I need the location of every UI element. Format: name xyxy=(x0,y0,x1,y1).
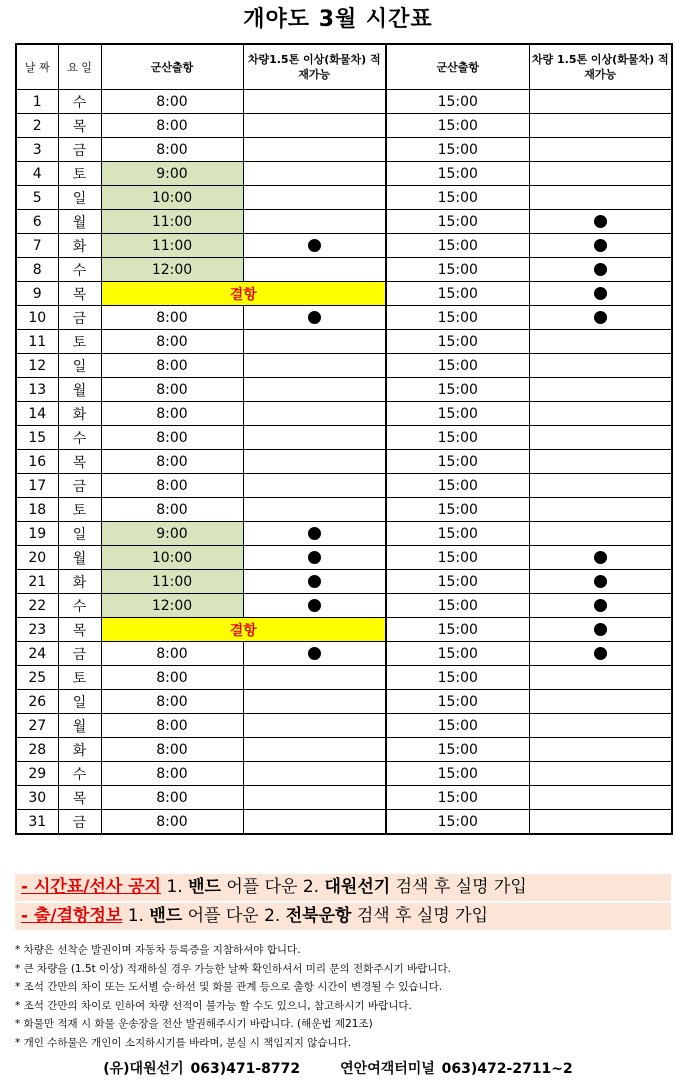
afternoon-departure-cell: 15:00 xyxy=(386,618,529,642)
afternoon-vehicle-cell xyxy=(529,90,672,114)
afternoon-departure-cell: 15:00 xyxy=(386,474,529,498)
afternoon-vehicle-cell xyxy=(529,738,672,762)
afternoon-vehicle-cell xyxy=(529,546,672,570)
afternoon-departure-cell: 15:00 xyxy=(386,282,529,306)
date-cell: 1 xyxy=(16,90,58,114)
table-row xyxy=(16,210,672,234)
date-cell: 25 xyxy=(16,666,58,690)
weekday-cell: 목 xyxy=(58,114,101,138)
afternoon-vehicle-cell xyxy=(529,642,672,666)
vehicle-available-dot-icon xyxy=(308,575,321,588)
weekday-cell: 월 xyxy=(58,378,101,402)
vehicle-available-dot-icon xyxy=(594,287,607,300)
header-vehicle-afternoon: 차량 1.5톤 이상(화물차) 적재가능 xyxy=(529,44,672,90)
weekday-cell: 금 xyxy=(58,810,101,835)
date-cell: 8 xyxy=(16,258,58,282)
cancel-cell: 결항 xyxy=(101,282,386,306)
date-cell: 20 xyxy=(16,546,58,570)
table-row xyxy=(16,450,672,474)
morning-departure-cell: 10:00 xyxy=(101,546,243,570)
date-cell: 23 xyxy=(16,618,58,642)
date-cell: 29 xyxy=(16,762,58,786)
afternoon-vehicle-cell xyxy=(529,450,672,474)
morning-vehicle-cell xyxy=(243,258,386,282)
morning-departure-cell: 9:00 xyxy=(101,522,243,546)
table-row xyxy=(16,474,672,498)
morning-departure-cell: 8:00 xyxy=(101,426,243,450)
morning-departure-cell: 12:00 xyxy=(101,258,243,282)
notice-schedule-keyword: 대원선기 xyxy=(324,877,391,897)
date-cell: 13 xyxy=(16,378,58,402)
afternoon-vehicle-cell xyxy=(529,522,672,546)
morning-vehicle-cell xyxy=(243,546,386,570)
morning-departure-cell: 8:00 xyxy=(101,354,243,378)
afternoon-vehicle-cell xyxy=(529,810,672,835)
header-vehicle-morning: 차량1.5톤 이상(화물차) 적재가능 xyxy=(243,44,386,90)
morning-vehicle-cell xyxy=(243,690,386,714)
morning-departure-cell: 8:00 xyxy=(101,138,243,162)
notice-operation-step1: 1. xyxy=(122,906,150,926)
table-row xyxy=(16,138,672,162)
morning-vehicle-cell xyxy=(243,138,386,162)
afternoon-departure-cell: 15:00 xyxy=(386,594,529,618)
afternoon-vehicle-cell xyxy=(529,594,672,618)
table-row xyxy=(16,114,672,138)
vehicle-available-dot-icon xyxy=(308,527,321,540)
weekday-cell: 목 xyxy=(58,450,101,474)
morning-departure-cell: 8:00 xyxy=(101,450,243,474)
morning-vehicle-cell xyxy=(243,210,386,234)
afternoon-vehicle-cell xyxy=(529,786,672,810)
morning-vehicle-cell xyxy=(243,666,386,690)
vehicle-available-dot-icon xyxy=(594,551,607,564)
morning-vehicle-cell xyxy=(243,234,386,258)
morning-vehicle-cell xyxy=(243,594,386,618)
contact-footer xyxy=(0,1058,676,1078)
date-cell: 10 xyxy=(16,306,58,330)
weekday-cell: 목 xyxy=(58,282,101,306)
morning-departure-cell: 8:00 xyxy=(101,498,243,522)
weekday-cell: 금 xyxy=(58,474,101,498)
terminal-contact: 연안여객터미널 063)472-2711~2 xyxy=(340,1061,573,1077)
afternoon-vehicle-cell xyxy=(529,234,672,258)
weekday-cell: 월 xyxy=(58,546,101,570)
morning-departure-cell: 8:00 xyxy=(101,666,243,690)
date-cell: 19 xyxy=(16,522,58,546)
afternoon-departure-cell: 15:00 xyxy=(386,114,529,138)
morning-vehicle-cell xyxy=(243,762,386,786)
morning-departure-cell: 8:00 xyxy=(101,306,243,330)
vehicle-available-dot-icon xyxy=(594,647,607,660)
morning-departure-cell: 8:00 xyxy=(101,90,243,114)
morning-departure-cell: 8:00 xyxy=(101,642,243,666)
weekday-cell: 수 xyxy=(58,762,101,786)
weekday-cell: 일 xyxy=(58,186,101,210)
morning-vehicle-cell xyxy=(243,330,386,354)
morning-vehicle-cell xyxy=(243,786,386,810)
weekday-cell: 금 xyxy=(58,642,101,666)
morning-vehicle-cell xyxy=(243,450,386,474)
morning-vehicle-cell xyxy=(243,570,386,594)
afternoon-vehicle-cell xyxy=(529,162,672,186)
vehicle-available-dot-icon xyxy=(594,623,607,636)
morning-departure-cell: 9:00 xyxy=(101,162,243,186)
afternoon-departure-cell: 15:00 xyxy=(386,330,529,354)
date-cell: 7 xyxy=(16,234,58,258)
afternoon-vehicle-cell xyxy=(529,426,672,450)
afternoon-vehicle-cell xyxy=(529,306,672,330)
afternoon-departure-cell: 15:00 xyxy=(386,642,529,666)
table-row xyxy=(16,378,672,402)
weekday-cell: 월 xyxy=(58,210,101,234)
header-date: 날 짜 xyxy=(16,44,58,90)
notice-schedule-step1: 1. xyxy=(161,877,189,897)
afternoon-departure-cell: 15:00 xyxy=(386,426,529,450)
morning-departure-cell: 8:00 xyxy=(101,810,243,835)
afternoon-departure-cell: 15:00 xyxy=(386,138,529,162)
notice-schedule-highlight: - 시간표/선사 공지 xyxy=(21,877,162,897)
vehicle-available-dot-icon xyxy=(594,311,607,324)
date-cell: 21 xyxy=(16,570,58,594)
table-row xyxy=(16,714,672,738)
note-item: * 개인 수하물은 개인이 소지하시기를 바라며, 분실 시 책임지지 않습니다. xyxy=(15,1036,352,1049)
afternoon-vehicle-cell xyxy=(529,354,672,378)
header-depart-morning: 군산출항 xyxy=(101,44,243,90)
afternoon-vehicle-cell xyxy=(529,570,672,594)
notice-schedule xyxy=(15,874,671,901)
morning-vehicle-cell xyxy=(243,738,386,762)
morning-departure-cell: 8:00 xyxy=(101,738,243,762)
morning-departure-cell: 8:00 xyxy=(101,330,243,354)
weekday-cell: 일 xyxy=(58,522,101,546)
weekday-cell: 목 xyxy=(58,786,101,810)
morning-vehicle-cell xyxy=(243,186,386,210)
afternoon-departure-cell: 15:00 xyxy=(386,690,529,714)
afternoon-departure-cell: 15:00 xyxy=(386,762,529,786)
date-cell: 14 xyxy=(16,402,58,426)
morning-departure-cell: 8:00 xyxy=(101,762,243,786)
weekday-cell: 금 xyxy=(58,138,101,162)
table-row xyxy=(16,594,672,618)
notice-operation-keyword: 전북운항 xyxy=(285,906,352,926)
header-row xyxy=(16,44,672,90)
morning-departure-cell: 8:00 xyxy=(101,786,243,810)
notice-operation-tail: 검색 후 실명 가입 xyxy=(351,906,488,926)
weekday-cell: 토 xyxy=(58,162,101,186)
table-row xyxy=(16,618,672,642)
afternoon-departure-cell: 15:00 xyxy=(386,450,529,474)
vehicle-available-dot-icon xyxy=(594,575,607,588)
weekday-cell: 화 xyxy=(58,738,101,762)
table-row xyxy=(16,498,672,522)
morning-vehicle-cell xyxy=(243,642,386,666)
cancel-cell: 결항 xyxy=(101,618,386,642)
weekday-cell: 수 xyxy=(58,594,101,618)
notice-operation-step2: 어플 다운 2. xyxy=(182,906,286,926)
weekday-cell: 토 xyxy=(58,498,101,522)
afternoon-departure-cell: 15:00 xyxy=(386,90,529,114)
afternoon-departure-cell: 15:00 xyxy=(386,570,529,594)
weekday-cell: 화 xyxy=(58,570,101,594)
date-cell: 2 xyxy=(16,114,58,138)
weekday-cell: 수 xyxy=(58,426,101,450)
table-row xyxy=(16,234,672,258)
afternoon-vehicle-cell xyxy=(529,762,672,786)
company-contact: (유)대원선기 063)471-8772 xyxy=(103,1061,301,1077)
afternoon-vehicle-cell xyxy=(529,666,672,690)
morning-vehicle-cell xyxy=(243,522,386,546)
weekday-cell: 화 xyxy=(58,402,101,426)
morning-departure-cell: 8:00 xyxy=(101,474,243,498)
afternoon-departure-cell: 15:00 xyxy=(386,714,529,738)
date-cell: 5 xyxy=(16,186,58,210)
date-cell: 28 xyxy=(16,738,58,762)
header-weekday: 요 일 xyxy=(58,44,101,90)
morning-departure-cell: 12:00 xyxy=(101,594,243,618)
date-cell: 31 xyxy=(16,810,58,835)
afternoon-vehicle-cell xyxy=(529,474,672,498)
morning-vehicle-cell xyxy=(243,810,386,835)
morning-vehicle-cell xyxy=(243,90,386,114)
notice-schedule-step2: 어플 다운 2. xyxy=(220,877,325,897)
table-row xyxy=(16,354,672,378)
afternoon-vehicle-cell xyxy=(529,690,672,714)
afternoon-vehicle-cell xyxy=(529,282,672,306)
afternoon-vehicle-cell xyxy=(529,402,672,426)
note-item: * 큰 차량을 (1.5t 이상) 적재하실 경우 가능한 날짜 확인하셔서 미리 문의 전화주시기 바랍니다. xyxy=(15,962,451,975)
date-cell: 15 xyxy=(16,426,58,450)
afternoon-departure-cell: 15:00 xyxy=(386,354,529,378)
vehicle-available-dot-icon xyxy=(594,263,607,276)
table-row xyxy=(16,306,672,330)
afternoon-vehicle-cell xyxy=(529,186,672,210)
table-row xyxy=(16,786,672,810)
afternoon-departure-cell: 15:00 xyxy=(386,210,529,234)
afternoon-departure-cell: 15:00 xyxy=(386,546,529,570)
morning-vehicle-cell xyxy=(243,114,386,138)
table-row xyxy=(16,738,672,762)
note-item: * 조석 간만의 차이 또는 도서별 승·하선 및 화물 관계 등으로 출항 시간이 변경될 수 있습니다. xyxy=(15,981,443,993)
afternoon-vehicle-cell xyxy=(529,378,672,402)
date-cell: 6 xyxy=(16,210,58,234)
morning-departure-cell: 8:00 xyxy=(101,402,243,426)
weekday-cell: 월 xyxy=(58,714,101,738)
morning-vehicle-cell xyxy=(243,354,386,378)
morning-departure-cell: 8:00 xyxy=(101,714,243,738)
morning-vehicle-cell xyxy=(243,474,386,498)
weekday-cell: 목 xyxy=(58,618,101,642)
morning-departure-cell: 8:00 xyxy=(101,378,243,402)
table-row xyxy=(16,570,672,594)
date-cell: 11 xyxy=(16,330,58,354)
morning-vehicle-cell xyxy=(243,714,386,738)
vehicle-available-dot-icon xyxy=(594,215,607,228)
weekday-cell: 토 xyxy=(58,666,101,690)
vehicle-available-dot-icon xyxy=(308,311,321,324)
schedule-table xyxy=(15,43,673,835)
morning-vehicle-cell xyxy=(243,306,386,330)
table-row xyxy=(16,642,672,666)
vehicle-available-dot-icon xyxy=(308,599,321,612)
date-cell: 3 xyxy=(16,138,58,162)
afternoon-departure-cell: 15:00 xyxy=(386,306,529,330)
table-row xyxy=(16,810,672,835)
weekday-cell: 수 xyxy=(58,90,101,114)
afternoon-vehicle-cell xyxy=(529,498,672,522)
vehicle-available-dot-icon xyxy=(308,239,321,252)
date-cell: 4 xyxy=(16,162,58,186)
afternoon-departure-cell: 15:00 xyxy=(386,666,529,690)
afternoon-vehicle-cell xyxy=(529,618,672,642)
afternoon-vehicle-cell xyxy=(529,210,672,234)
note-item: * 화물만 적재 시 화물 운송장을 전산 발권해주시기 바랍니다. (해운법 제21조) xyxy=(15,1018,373,1030)
date-cell: 12 xyxy=(16,354,58,378)
table-row xyxy=(16,402,672,426)
morning-vehicle-cell xyxy=(243,498,386,522)
morning-departure-cell: 8:00 xyxy=(101,114,243,138)
vehicle-available-dot-icon xyxy=(594,599,607,612)
vehicle-available-dot-icon xyxy=(308,647,321,660)
notice-operation xyxy=(15,903,671,930)
header-depart-afternoon: 군산출항 xyxy=(386,44,529,90)
morning-departure-cell: 10:00 xyxy=(101,186,243,210)
table-row xyxy=(16,666,672,690)
weekday-cell: 금 xyxy=(58,306,101,330)
afternoon-vehicle-cell xyxy=(529,258,672,282)
morning-departure-cell: 8:00 xyxy=(101,690,243,714)
afternoon-departure-cell: 15:00 xyxy=(386,378,529,402)
morning-vehicle-cell xyxy=(243,162,386,186)
table-row xyxy=(16,258,672,282)
table-row xyxy=(16,522,672,546)
afternoon-departure-cell: 15:00 xyxy=(386,258,529,282)
afternoon-vehicle-cell xyxy=(529,714,672,738)
vehicle-available-dot-icon xyxy=(308,551,321,564)
morning-vehicle-cell xyxy=(243,402,386,426)
date-cell: 24 xyxy=(16,642,58,666)
table-row xyxy=(16,762,672,786)
date-cell: 17 xyxy=(16,474,58,498)
date-cell: 26 xyxy=(16,690,58,714)
morning-departure-cell: 11:00 xyxy=(101,570,243,594)
weekday-cell: 수 xyxy=(58,258,101,282)
table-row xyxy=(16,282,672,306)
page-title: 개야도 3월 시간표 xyxy=(243,7,433,32)
weekday-cell: 일 xyxy=(58,354,101,378)
vehicle-available-dot-icon xyxy=(594,239,607,252)
table-row xyxy=(16,426,672,450)
morning-vehicle-cell xyxy=(243,426,386,450)
afternoon-vehicle-cell xyxy=(529,330,672,354)
afternoon-departure-cell: 15:00 xyxy=(386,738,529,762)
notes-list xyxy=(15,941,671,1052)
table-row xyxy=(16,690,672,714)
table-row xyxy=(16,90,672,114)
afternoon-vehicle-cell xyxy=(529,138,672,162)
weekday-cell: 일 xyxy=(58,690,101,714)
date-cell: 18 xyxy=(16,498,58,522)
date-cell: 16 xyxy=(16,450,58,474)
afternoon-vehicle-cell xyxy=(529,114,672,138)
afternoon-departure-cell: 15:00 xyxy=(386,234,529,258)
afternoon-departure-cell: 15:00 xyxy=(386,186,529,210)
date-cell: 27 xyxy=(16,714,58,738)
note-item: * 조석 간만의 차이로 인하여 차량 선적이 불가능 할 수도 있으니, 참고하시기 바랍니다. xyxy=(15,999,412,1012)
notice-operation-highlight: - 출/결항정보 xyxy=(21,906,123,926)
weekday-cell: 토 xyxy=(58,330,101,354)
date-cell: 30 xyxy=(16,786,58,810)
table-row xyxy=(16,186,672,210)
morning-departure-cell: 11:00 xyxy=(101,210,243,234)
notice-schedule-tail: 검색 후 실명 가입 xyxy=(390,877,527,897)
table-row xyxy=(16,162,672,186)
afternoon-departure-cell: 15:00 xyxy=(386,786,529,810)
date-cell: 22 xyxy=(16,594,58,618)
notice-operation-app: 밴드 xyxy=(149,906,183,926)
morning-vehicle-cell xyxy=(243,378,386,402)
afternoon-departure-cell: 15:00 xyxy=(386,402,529,426)
note-item: * 차량은 선착순 발권이며 자동차 등록증을 지참하셔야 합니다. xyxy=(15,944,301,956)
morning-departure-cell: 11:00 xyxy=(101,234,243,258)
afternoon-departure-cell: 15:00 xyxy=(386,498,529,522)
afternoon-departure-cell: 15:00 xyxy=(386,162,529,186)
table-row xyxy=(16,546,672,570)
weekday-cell: 화 xyxy=(58,234,101,258)
date-cell: 9 xyxy=(16,282,58,306)
notice-schedule-app: 밴드 xyxy=(188,877,221,897)
table-row xyxy=(16,330,672,354)
afternoon-departure-cell: 15:00 xyxy=(386,810,529,835)
afternoon-departure-cell: 15:00 xyxy=(386,522,529,546)
